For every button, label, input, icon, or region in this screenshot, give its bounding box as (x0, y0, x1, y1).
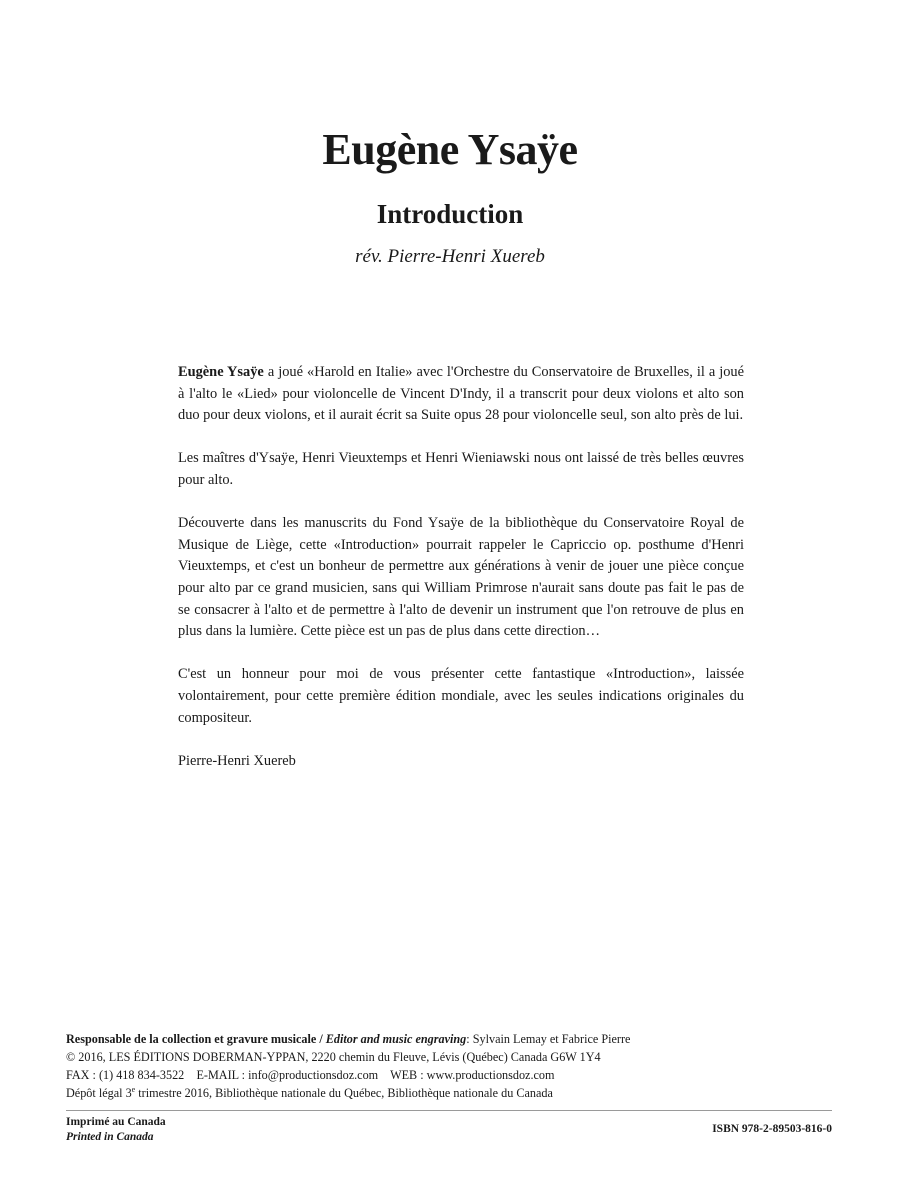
reviser-credit: rév. Pierre-Henri Xuereb (355, 246, 545, 267)
credit-line (66, 1030, 832, 1048)
legal-pre: Dépôt légal 3 (66, 1086, 132, 1100)
legal-deposit-line (66, 1084, 832, 1102)
legal-sup: e (131, 1084, 136, 1094)
copyright-line: © 2016, LES ÉDITIONS DOBERMAN-YPPAN, 2220 chemin du Fleuve, Lévis (Québec) Canada G6W 1Y4 (66, 1050, 601, 1064)
footer-divider (66, 1110, 832, 1111)
isbn: ISBN 978-2-89503-816-0 (712, 1123, 832, 1135)
composer-name: Eugène Ysaÿe (322, 125, 578, 174)
introduction-text (178, 362, 744, 772)
signature: Pierre-Henri Xuereb (178, 752, 296, 769)
printed-fr: Imprimé au Canada (66, 1116, 166, 1128)
legal-post: trimestre 2016, Bibliothèque nationale du Québec, Bibliothèque nationale du Canada (135, 1086, 553, 1100)
paragraph-1-text: a joué «Harold en Italie» avec l'Orchestre du Conservatoire de Bruxelles, il a joué à l'alto le «Lied» pour violoncelle de Vincent D'Indy, il a transcrit pour deux violons et alto son duo pour deux violons, et il aurait écrit sa Suite opus 28 pour violoncelle seul, son alto près de lui. (178, 364, 744, 424)
page-header (0, 122, 900, 270)
credit-names: : Sylvain Lemay et Fabrice Pierre (466, 1032, 631, 1046)
paragraph-4: C'est un honneur pour moi de vous présenter cette fantastique «Introduction», laissée volontairement, pour cette première édition mondiale, avec les seules indications originales du compositeur. (178, 666, 744, 726)
piece-title: Introduction (376, 199, 524, 229)
paragraph-1 (178, 362, 744, 427)
credit-label: Responsable de la collection et gravure musicale / (66, 1032, 326, 1046)
contact-line: FAX : (1) 418 834-3522 E-MAIL : info@productionsdoz.com WEB : www.productionsdoz.com (66, 1068, 555, 1082)
paragraph-3: Découverte dans les manuscrits du Fond Ysaÿe de la bibliothèque du Conservatoire Royal de Musique de Liège, cette «Introduction» pourrait rappeler le Capriccio op. posthume d'Henri Vieuxtemps, et c'est un bonheur de permettre aux générations à venir de jouer une pièce conçue pour alto par ce grand musicien, sans qui William Primrose n'aurait sans doute pas fait le pas de se consacrer à l'alto et de permettre à l'alto de devenir un instrument que l'on retrouve de plus en plus dans la lumière. Cette pièce est un pas de plus dans cette direction… (178, 515, 744, 640)
composer-lead: Eugène Ysaÿe (178, 364, 264, 380)
publisher-footer (66, 1030, 832, 1102)
paragraph-2: Les maîtres d'Ysaÿe, Henri Vieuxtemps et Henri Wieniawski nous ont laissé de très belles œuvres pour alto. (178, 450, 744, 488)
printed-en: Printed in Canada (66, 1131, 154, 1143)
credit-label-en: Editor and music engraving (325, 1032, 467, 1046)
printed-in (66, 1115, 166, 1145)
